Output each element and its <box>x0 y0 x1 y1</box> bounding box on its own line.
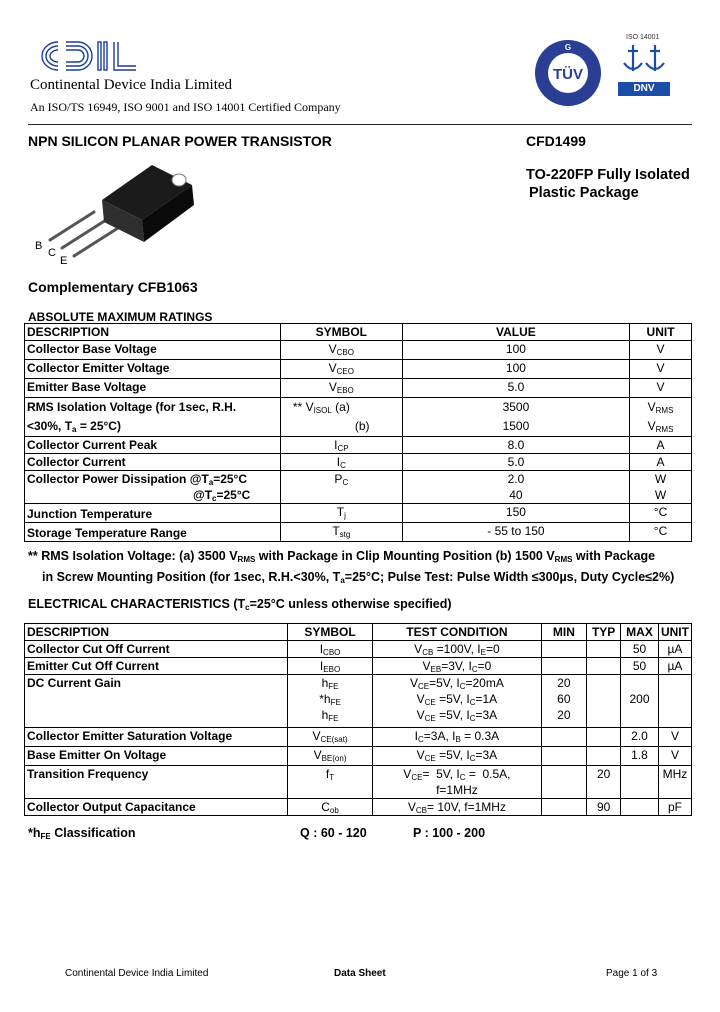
footer-doc-type: Data Sheet <box>334 968 386 979</box>
cell-typ <box>587 641 621 658</box>
cell-unit: pF <box>658 799 691 816</box>
cell-value: 100 <box>402 360 629 379</box>
cell-unit: µA <box>658 641 691 658</box>
cell-max: 50 <box>621 658 659 675</box>
cell-typ: 90 <box>587 799 621 816</box>
cell-symbol: $V_{BE(on)}$ <box>287 747 372 766</box>
cell-unit: A <box>630 454 692 471</box>
cell-desc: Emitter Base Voltage <box>25 379 281 398</box>
electrical-characteristics-table <box>24 623 692 816</box>
anchor-icon <box>618 41 670 77</box>
cell-value: 5.0 <box>402 454 629 471</box>
cell-symbol: $I_{CBO}$ <box>287 641 372 658</box>
cell-desc: Base Emitter On Voltage <box>25 747 288 766</box>
transistor-package-image <box>32 160 202 265</box>
cell-symbol: $I_{EBO}$ <box>287 658 372 675</box>
cell-max <box>621 799 659 816</box>
cell-symbol: $V_{CEO}$ <box>280 360 402 379</box>
cell-value: - 55 to 150 <box>402 523 629 542</box>
cell-desc: RMS Isolation Voltage (for 1sec, R.H. <30%, $T_a = 25^\circ C$) <box>25 398 281 437</box>
cell-value: 2.0 40 <box>402 471 629 504</box>
pin-label-c: C <box>48 247 56 259</box>
page-title: NPN SILICON PLANAR POWER TRANSISTOR <box>28 133 332 149</box>
cell-desc: Collector Emitter Voltage <box>25 360 281 379</box>
cell-symbol: $T_j$ <box>280 504 402 523</box>
cell-unit: °C <box>630 523 692 542</box>
col-header: MAX <box>621 624 659 641</box>
complementary-part: Complementary CFB1063 <box>28 279 198 295</box>
table-header-row <box>25 624 692 641</box>
cell-desc: DC Current Gain <box>25 675 288 728</box>
isolation-note-line-1: ** RMS Isolation Voltage: (a) 3500 $V_{RMS}$ with Package in Clip Mounting Position (b) 1500 $V_{RMS}$ with Package <box>28 549 656 564</box>
cell-value: 100 <box>402 341 629 360</box>
cell-typ <box>587 728 621 747</box>
cell-symbol: ** $V_{ISOL}$ (a) (b) <box>280 398 402 437</box>
hfe-class-p: P : 100 - 200 <box>413 826 486 840</box>
col-header: DESCRIPTION <box>25 324 281 341</box>
col-header: UNIT <box>630 324 692 341</box>
cell-symbol: $I_C$ <box>280 454 402 471</box>
cell-desc: Collector Base Voltage <box>25 341 281 360</box>
amr-title: ABSOLUTE MAXIMUM RATINGS <box>28 310 213 324</box>
cell-unit: $V_{RMS}$ $V_{RMS}$ <box>630 398 692 437</box>
dnv-label: DNV <box>618 82 670 96</box>
cell-typ: 20 <box>587 766 621 799</box>
package-line-1: TO-220FP Fully Isolated <box>526 167 690 183</box>
table-row <box>25 437 692 454</box>
cell-min: 20 60 20 <box>541 675 587 728</box>
svg-text:G: G <box>564 43 572 52</box>
col-header: SYMBOL <box>287 624 372 641</box>
cell-unit: V <box>630 379 692 398</box>
cell-condition: $V_{CB} =100V$, $I_E=0$ <box>373 641 541 658</box>
col-header: DESCRIPTION <box>25 624 288 641</box>
cell-typ <box>587 658 621 675</box>
col-header: MIN <box>541 624 587 641</box>
certification-line: An ISO/TS 16949, ISO 9001 and ISO 14001 Certified Company <box>30 100 341 114</box>
cell-condition: $V_{CB}= 10V$, f=1MHz <box>373 799 541 816</box>
cell-desc: Collector Current Peak <box>25 437 281 454</box>
table-row <box>25 398 692 437</box>
cell-value: 3500 1500 <box>402 398 629 437</box>
cell-typ <box>587 747 621 766</box>
cell-unit: V <box>658 728 691 747</box>
cell-min <box>541 641 587 658</box>
cell-desc: Transition Frequency <box>25 766 288 799</box>
cell-typ <box>587 675 621 728</box>
cell-value: 5.0 <box>402 379 629 398</box>
cell-desc: Collector Output Capacitance <box>25 799 288 816</box>
cell-desc: Collector Emitter Saturation Voltage <box>25 728 288 747</box>
table-row <box>25 641 692 658</box>
table-row <box>25 471 692 504</box>
cell-symbol: $P_C$ <box>280 471 402 504</box>
table-row <box>25 360 692 379</box>
ec-title: ELECTRICAL CHARACTERISTICS ($T_c=25^\circ C$ unless otherwise specified) <box>28 597 452 612</box>
table-row <box>25 799 692 816</box>
cell-min <box>541 658 587 675</box>
cell-desc: Storage Temperature Range <box>25 523 281 542</box>
col-header: TYP <box>587 624 621 641</box>
cell-symbol: $I_{CP}$ <box>280 437 402 454</box>
cell-condition: $V_{CE} =5V$, $I_C=3A$ <box>373 747 541 766</box>
cell-max <box>621 766 659 799</box>
company-name: Continental Device India Limited <box>30 77 233 93</box>
absolute-maximum-ratings-table <box>24 323 692 542</box>
cell-min <box>541 747 587 766</box>
cell-value: 8.0 <box>402 437 629 454</box>
cell-unit: MHz <box>658 766 691 799</box>
cell-unit: V <box>658 747 691 766</box>
cell-desc: Emitter Cut Off Current <box>25 658 288 675</box>
table-row <box>25 379 692 398</box>
cdil-logo <box>28 36 138 81</box>
footer-page-number: Page 1 of 3 <box>606 968 658 979</box>
cell-symbol: $C_{ob}$ <box>287 799 372 816</box>
cell-min <box>541 728 587 747</box>
cell-symbol: $V_{EBO}$ <box>280 379 402 398</box>
cell-desc: Collector Power Dissipation $@T_a=25^\circ C$ $@T_c=25^\circ C$ <box>25 471 281 504</box>
cell-desc: Collector Cut Off Current <box>25 641 288 658</box>
cell-max: 200 <box>621 675 659 728</box>
table-row <box>25 341 692 360</box>
cell-max: 1.8 <box>621 747 659 766</box>
cell-unit: V <box>630 341 692 360</box>
pin-label-b: B <box>35 240 43 252</box>
cell-unit: V <box>630 360 692 379</box>
tuv-badge <box>528 38 608 113</box>
package-line-2: Plastic Package <box>529 185 639 201</box>
cell-unit <box>658 675 691 728</box>
col-header: UNIT <box>658 624 691 641</box>
table-header-row <box>25 324 692 341</box>
cell-max: 2.0 <box>621 728 659 747</box>
cell-condition: $V_{CE}=5V$, $I_C=20mA$ $V_{CE} =5V$, $I_C=1A$ $V_{CE} =5V$, $I_C=3A$ <box>373 675 541 728</box>
cell-min <box>541 766 587 799</box>
table-row <box>25 747 692 766</box>
col-header: VALUE <box>402 324 629 341</box>
pin-label-e: E <box>60 255 68 267</box>
cell-unit: °C <box>630 504 692 523</box>
cell-max: 50 <box>621 641 659 658</box>
cell-symbol: $V_{CBO}$ <box>280 341 402 360</box>
cell-unit: µA <box>658 658 691 675</box>
cell-value: 150 <box>402 504 629 523</box>
header-rule <box>28 124 692 125</box>
cell-desc: Junction Temperature <box>25 504 281 523</box>
cell-symbol: $T_{stg}$ <box>280 523 402 542</box>
cell-desc: Collector Current <box>25 454 281 471</box>
hfe-class-q: Q : 60 - 120 <box>300 826 367 840</box>
col-header: TEST CONDITION <box>373 624 541 641</box>
table-row <box>25 728 692 747</box>
cell-symbol: $V_{CE(sat)}$ <box>287 728 372 747</box>
cell-unit: W W <box>630 471 692 504</box>
table-row <box>25 504 692 523</box>
cell-condition: $V_{CE}= 5V$, $I_C = 0.5A$, f=1MHz <box>373 766 541 799</box>
cell-unit: A <box>630 437 692 454</box>
tuv-text: TÜV <box>553 66 583 83</box>
cell-symbol: $f_T$ <box>287 766 372 799</box>
table-row <box>25 766 692 799</box>
cell-condition: $V_{EB}=3V$, $I_C=0$ <box>373 658 541 675</box>
table-row <box>25 658 692 675</box>
isolation-note-line-2: in Screw Mounting Position (for 1sec, R.H.<30%, $T_a=25^\circ C$; Pulse Test: Pulse Width ≤300µs, Duty Cycle≤2%) <box>42 570 675 585</box>
cell-min <box>541 799 587 816</box>
cell-symbol: $h_{FE}$ $*h_{FE}$ $h_{FE}$ <box>287 675 372 728</box>
iso14001-label: ISO 14001 <box>626 34 660 41</box>
table-row <box>25 523 692 542</box>
footer-company: Continental Device India Limited <box>65 968 209 979</box>
cell-condition: $I_C=3A$, $I_B = 0.3A$ <box>373 728 541 747</box>
table-row <box>25 675 692 728</box>
col-header: SYMBOL <box>280 324 402 341</box>
hfe-classification-label: $*h_{FE}$ Classification <box>28 826 136 841</box>
dnv-badge <box>618 34 670 96</box>
table-row <box>25 454 692 471</box>
part-number: CFD1499 <box>526 133 586 149</box>
